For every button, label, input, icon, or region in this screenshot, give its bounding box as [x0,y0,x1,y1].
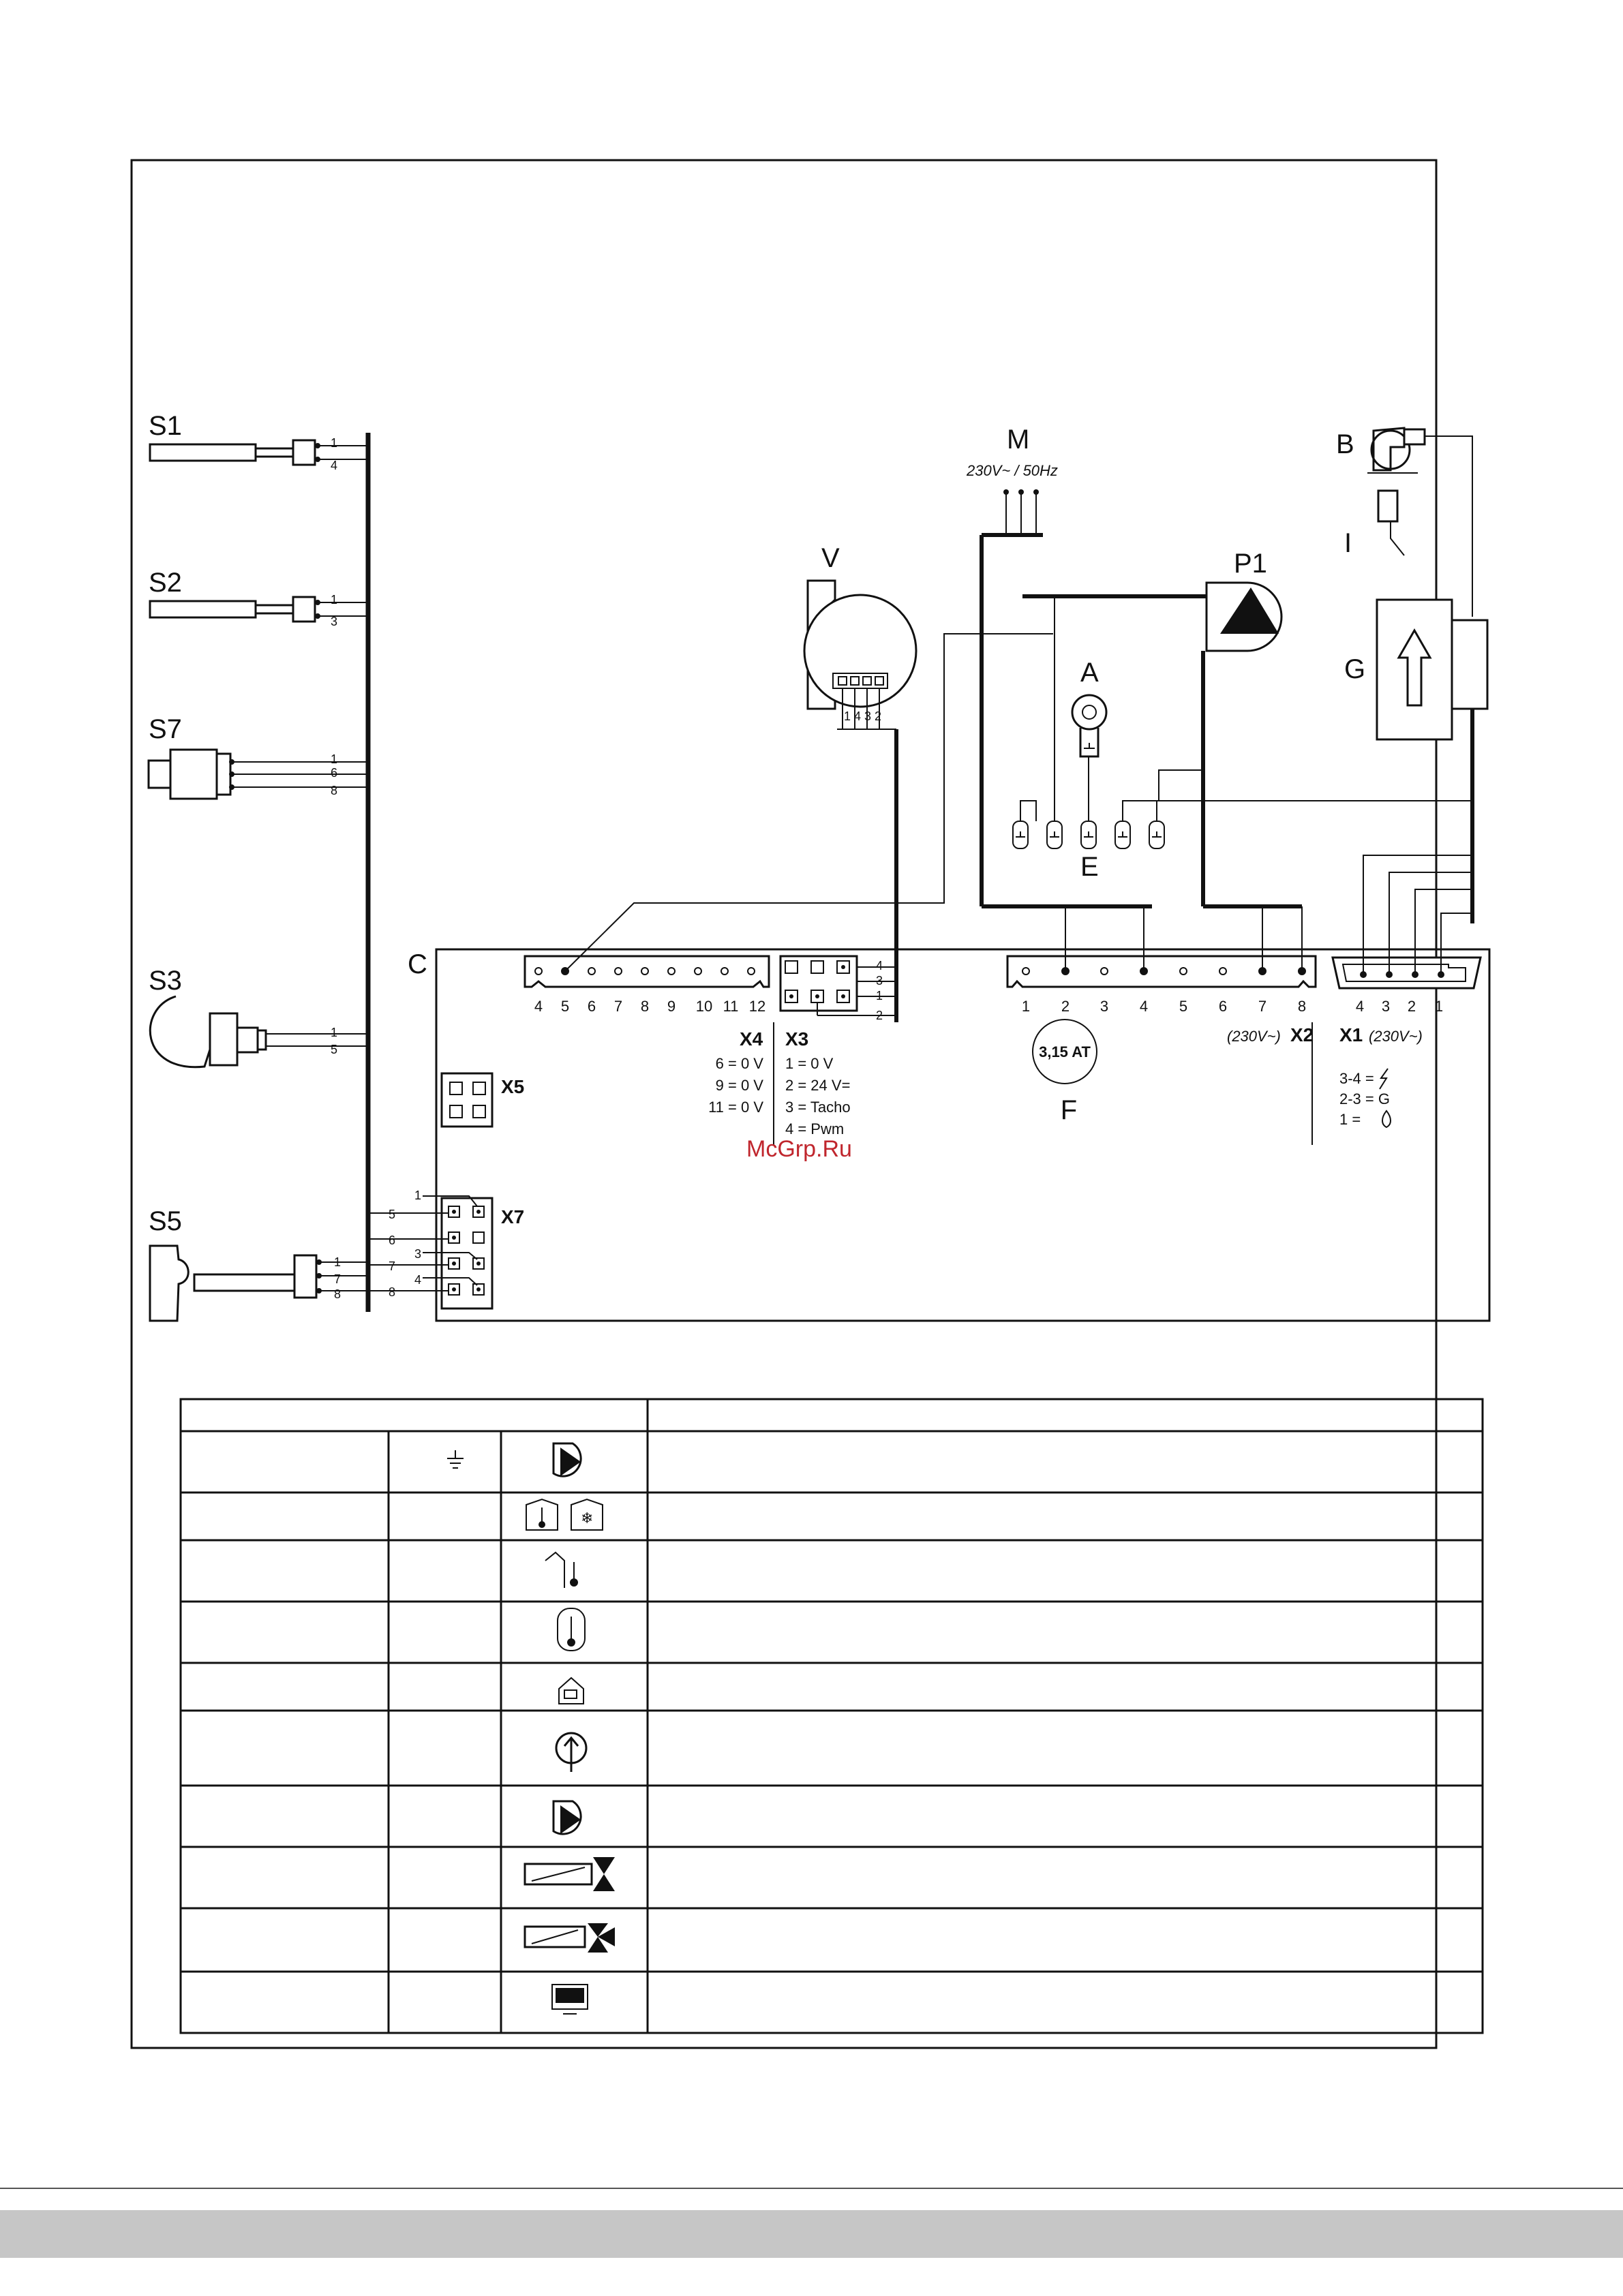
x1-legend-line: 3-4 = [1339,1070,1374,1087]
x1-pin: 4 [1355,998,1365,1015]
connector-x7 [368,1189,524,1308]
x3-pin: 2 [876,1009,883,1022]
pump-icon [553,1443,581,1476]
s3-label: S3 [149,966,182,996]
x3-legend-line: 1 = 0 V [785,1055,834,1072]
x7-pin: 3 [414,1247,422,1261]
s7-pin-1: 1 [331,752,338,766]
x5-label: X5 [501,1076,525,1097]
earth-terminals-e [565,596,1472,971]
electrode-label: A [1080,658,1099,688]
flame-icon [1382,1111,1391,1127]
s2-pin-2: 3 [331,615,338,628]
x7-pin: 5 [389,1208,396,1221]
x7-pin: 4 [414,1273,422,1287]
s7-pin-2: 6 [331,766,338,780]
x2-pin: 6 [1218,998,1228,1015]
ignition-electrode-a [1072,658,1106,756]
fan-v [804,543,916,1022]
s1-label: S1 [149,411,182,441]
x3-legend-line: 2 = 24 V= [785,1077,851,1094]
x3-label: X3 [785,1028,809,1050]
x4-pin: 8 [640,998,650,1015]
legend-table [181,1399,1483,2033]
x4-pin: 9 [667,998,676,1015]
room-thermostat-icon [526,1499,603,1530]
x1-pin: 2 [1407,998,1416,1015]
x4-legend-line: 9 = 0 V [715,1077,763,1094]
earth-icon [447,1450,464,1468]
x3-pin: 3 [876,974,883,988]
x4-legend-line: 11 = 0 V [708,1099,763,1116]
x2-pin: 4 [1139,998,1149,1015]
x4-label: X4 [740,1028,763,1050]
s3-pin-2: 5 [331,1043,338,1056]
x2-label: X2 [1290,1024,1314,1045]
x2-pin: 7 [1258,998,1267,1015]
x4-pin: 12 [748,998,766,1015]
x1-pin: 1 [1434,998,1444,1015]
footer-band [0,2210,1623,2258]
burner-b [1336,428,1472,617]
s5-pin-2: 7 [334,1272,342,1286]
x1-legend-line: 2-3 = G [1339,1090,1390,1107]
s7-label: S7 [149,714,182,744]
sensor-s5 [149,1206,368,1321]
burner-label: B [1336,429,1354,459]
x4-pin: 7 [613,998,623,1015]
x2-pin: 2 [1061,998,1070,1015]
x2-voltage: (230V~) [1227,1028,1281,1045]
gas-valve-label: G [1344,654,1366,684]
s2-label: S2 [149,568,182,598]
x2-pin: 5 [1179,998,1188,1015]
x3-pin: 1 [876,989,883,1002]
mains-voltage: 230V~ / 50Hz [967,462,1058,479]
diagram-frame [132,160,1436,2048]
x2-pin: 3 [1099,998,1109,1015]
s1-pin-2: 4 [331,459,338,472]
s1-pin-1: 1 [331,436,338,450]
x4-pin: 4 [534,998,543,1015]
pump-icon [553,1801,581,1834]
x2-pin: 8 [1297,998,1307,1015]
s3-pin-1: 1 [331,1026,338,1039]
connector-x4 [525,956,769,1116]
connector-x5 [442,1073,524,1127]
x1-pin: 3 [1381,998,1391,1015]
gas-valve-g [1344,600,1487,975]
x4-pin: 11 [723,998,739,1015]
remote-control-icon [559,1678,583,1704]
fan-pins: 1 4 3 2 [844,709,882,723]
connector-x1 [1312,958,1481,1145]
x4-pin: 6 [587,998,596,1015]
board-label: C [408,949,427,979]
x2-pin: 1 [1021,998,1031,1015]
spark-icon [1380,1069,1388,1089]
s7-pin-3: 8 [331,784,338,797]
s2-pin-1: 1 [331,593,338,607]
watermark: McGrp.Ru [746,1136,852,1162]
mains-label: M [1007,425,1030,455]
earth-label: E [1080,852,1099,882]
fuse-label: F [1060,1095,1078,1125]
sensor-s7 [149,714,368,799]
mains-m [966,425,1152,968]
fan-label: V [821,543,840,573]
x1-label: X1 [1339,1024,1363,1045]
sensor-s2 [149,568,368,628]
x7-pin: 7 [389,1259,396,1273]
sensor-s1 [149,411,368,472]
x3-legend-line: 4 = Pwm [785,1120,845,1137]
fuse-rating: 3,15 AT [1039,1043,1091,1060]
x7-pin: 8 [389,1285,396,1299]
ignitor-label: I [1344,528,1352,558]
s5-pin-3: 8 [334,1287,342,1301]
x3-legend-line: 3 = Tacho [785,1099,851,1116]
connector-x3 [774,956,896,1145]
footer-divider [0,2188,1623,2189]
outdoor-sensor-icon [545,1552,577,1588]
x4-pin: 10 [695,998,713,1015]
sensor-s3 [149,966,368,1067]
x1-voltage: (230V~) [1369,1028,1423,1045]
tank-sensor-icon [558,1608,585,1651]
pump-label: P1 [1234,549,1267,579]
x4-legend-line: 6 = 0 V [715,1055,763,1072]
s5-label: S5 [149,1206,182,1236]
svg-text:❄: ❄ [581,1510,594,1527]
x3-pin: 4 [876,959,883,973]
diverter-valve-icon [525,1923,615,1953]
fuse-f [1033,1020,1097,1125]
s5-pin-1: 1 [334,1255,342,1269]
x7-label: X7 [501,1206,525,1227]
display-unit-icon [552,1985,588,2014]
x7-pin: 6 [389,1234,396,1247]
x7-pin: 1 [414,1189,422,1202]
x4-pin: 5 [560,998,570,1015]
x1-legend-line: 1 = [1339,1111,1361,1128]
flue-sensor-icon [556,1733,586,1772]
three-way-valve-icon [525,1857,615,1891]
